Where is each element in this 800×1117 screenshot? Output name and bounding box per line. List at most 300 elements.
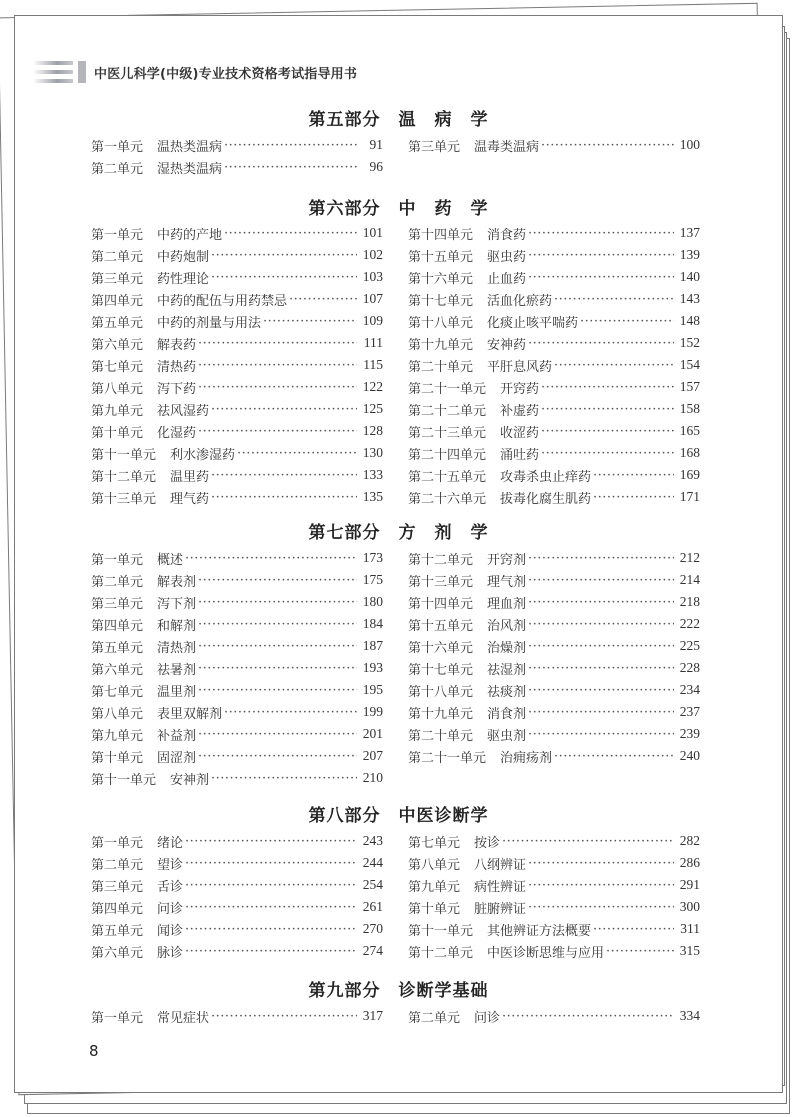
- unit-topic: 望诊: [157, 857, 184, 873]
- unit-label: 第六单元: [91, 337, 144, 353]
- page-ref: 111: [363, 335, 383, 350]
- unit-label: 第二十一单元: [408, 381, 487, 397]
- leader-dots: [528, 617, 674, 632]
- unit-label: 第三单元: [91, 879, 144, 895]
- toc-entry[interactable]: [91, 398, 383, 420]
- unit-label: 第一单元: [91, 1010, 144, 1026]
- toc-entry[interactable]: [408, 376, 700, 398]
- unit-label: 第五单元: [91, 923, 144, 939]
- leader-dots: [289, 292, 357, 307]
- leader-dots: [541, 138, 674, 153]
- toc-entry[interactable]: [91, 486, 383, 508]
- leader-dots: [528, 683, 674, 698]
- toc-entry[interactable]: [91, 222, 383, 244]
- leader-dots: [224, 160, 357, 175]
- unit-label: 第二十一单元: [408, 750, 487, 766]
- page-ref: 225: [679, 638, 700, 653]
- toc-entry[interactable]: [408, 332, 700, 354]
- leader-dots: [528, 727, 674, 742]
- toc-column-right: [408, 222, 700, 508]
- leader-dots: [211, 1009, 357, 1024]
- unit-label: 第十单元: [408, 901, 461, 917]
- leader-dots: [528, 705, 674, 720]
- unit-label: 第十单元: [91, 750, 144, 766]
- toc-entry[interactable]: [91, 376, 383, 398]
- unit-label: 第一单元: [91, 835, 144, 851]
- unit-topic: 温里剂: [157, 684, 197, 700]
- toc-entry[interactable]: [91, 354, 383, 376]
- toc-entry[interactable]: [91, 420, 383, 442]
- leader-dots: [593, 468, 674, 483]
- unit-topic: 驱虫剂: [487, 728, 527, 744]
- unit-label: 第二十单元: [408, 359, 474, 375]
- unit-label: 第十三单元: [91, 491, 157, 507]
- unit-topic: 常见症状: [157, 1010, 210, 1026]
- leader-dots: [263, 314, 357, 329]
- unit-label: 第二单元: [91, 574, 144, 590]
- page-ref: 214: [679, 572, 700, 587]
- unit-topic: 止血药: [487, 271, 527, 287]
- unit-topic: 脏腑辨证: [474, 901, 527, 917]
- toc-entry[interactable]: [91, 635, 383, 657]
- page-ref: 135: [362, 489, 383, 504]
- toc-page: [14, 15, 783, 1093]
- page-ref: 148: [679, 313, 700, 328]
- toc-entry[interactable]: [408, 874, 700, 896]
- page-number: 8: [89, 1042, 99, 1060]
- page-ref: 187: [362, 638, 383, 653]
- toc-entry[interactable]: [408, 222, 700, 244]
- leader-dots: [198, 336, 357, 351]
- toc-entry[interactable]: [408, 896, 700, 918]
- unit-topic: 泻下药: [157, 381, 197, 397]
- toc-entry[interactable]: [91, 767, 383, 789]
- unit-topic: 活血化瘀药: [487, 293, 553, 309]
- unit-topic: 祛痰剂: [487, 684, 527, 700]
- page-ref: 207: [362, 748, 383, 763]
- toc-entry[interactable]: [408, 635, 700, 657]
- toc-entry[interactable]: [408, 244, 700, 266]
- unit-label: 第三单元: [91, 271, 144, 287]
- leader-dots: [198, 661, 357, 676]
- unit-topic: 开窍药: [500, 381, 540, 397]
- page-ref: 158: [679, 401, 700, 416]
- leader-dots: [224, 138, 357, 153]
- unit-topic: 祛暑剂: [157, 662, 197, 678]
- section-title: 第五部分 温 病 学: [308, 110, 489, 130]
- unit-topic: 祛湿剂: [487, 662, 527, 678]
- toc-entry[interactable]: [408, 420, 700, 442]
- leader-dots: [198, 380, 357, 395]
- page-ref: 101: [362, 225, 383, 240]
- page-ref: 154: [679, 357, 700, 372]
- toc-entry[interactable]: [91, 288, 383, 310]
- toc-entry[interactable]: [408, 745, 700, 767]
- unit-label: 第九单元: [91, 728, 144, 744]
- unit-topic: 攻毒杀虫止痒药: [500, 469, 592, 485]
- unit-topic: 补虚药: [500, 403, 540, 419]
- page-ref: 201: [362, 726, 383, 741]
- unit-label: 第十二单元: [91, 469, 157, 485]
- unit-label: 第六单元: [91, 662, 144, 678]
- page-ref: 274: [362, 943, 383, 958]
- leader-dots: [554, 292, 674, 307]
- page-ref: 175: [362, 572, 383, 587]
- page-ref: 109: [362, 313, 383, 328]
- leader-dots: [224, 705, 357, 720]
- toc-entry[interactable]: [408, 266, 700, 288]
- unit-topic: 消食剂: [487, 706, 527, 722]
- unit-label: 第十一单元: [91, 772, 157, 788]
- toc-entry[interactable]: [408, 354, 700, 376]
- page-ref: 152: [679, 335, 700, 350]
- unit-topic: 开窍剂: [487, 552, 527, 568]
- unit-topic: 解表剂: [157, 574, 197, 590]
- toc-entry[interactable]: [91, 464, 383, 486]
- unit-label: 第五单元: [91, 640, 144, 656]
- page-ref: 286: [679, 855, 700, 870]
- unit-topic: 药性理论: [157, 271, 210, 287]
- leader-dots: [185, 551, 357, 566]
- page-ref: 228: [679, 660, 700, 675]
- leader-dots: [541, 446, 674, 461]
- unit-label: 第四单元: [91, 901, 144, 917]
- page-ref: 173: [362, 550, 383, 565]
- page-ref: 139: [679, 247, 700, 262]
- leader-dots: [211, 402, 357, 417]
- unit-label: 第十二单元: [408, 552, 474, 568]
- unit-topic: 治风剂: [487, 618, 527, 634]
- unit-topic: 理气药: [170, 491, 210, 507]
- leader-dots: [185, 878, 357, 893]
- toc-entry[interactable]: [408, 723, 700, 745]
- toc-entry[interactable]: [91, 657, 383, 679]
- unit-label: 第八单元: [408, 857, 461, 873]
- toc-entry[interactable]: [91, 442, 383, 464]
- toc-entry[interactable]: [91, 701, 383, 723]
- unit-label: 第三单元: [91, 596, 144, 612]
- toc-entry[interactable]: [408, 852, 700, 874]
- running-header: [33, 59, 357, 85]
- leader-dots: [593, 490, 674, 505]
- page-ref: 244: [362, 855, 383, 870]
- unit-label: 第九单元: [408, 879, 461, 895]
- leader-dots: [554, 749, 674, 764]
- leader-dots: [528, 573, 674, 588]
- unit-topic: 祛风湿药: [157, 403, 210, 419]
- unit-label: 第十八单元: [408, 315, 474, 331]
- unit-topic: 问诊: [157, 901, 184, 917]
- leader-dots: [541, 380, 674, 395]
- unit-label: 第七单元: [91, 359, 144, 375]
- toc-entry[interactable]: [91, 332, 383, 354]
- toc-entry[interactable]: [408, 464, 700, 486]
- unit-topic: 安神剂: [170, 772, 210, 788]
- leader-dots: [185, 856, 357, 871]
- page-ref: 315: [679, 943, 700, 958]
- page-ref: 243: [362, 833, 383, 848]
- unit-topic: 中医诊断思维与应用: [487, 945, 605, 961]
- unit-label: 第十四单元: [408, 227, 474, 243]
- page-ref: 300: [679, 899, 700, 914]
- leader-dots: [606, 944, 674, 959]
- unit-label: 第十九单元: [408, 337, 474, 353]
- page-ref: 218: [679, 594, 700, 609]
- unit-topic: 理气剂: [487, 574, 527, 590]
- unit-topic: 湿热类温病: [157, 161, 223, 177]
- leader-dots: [541, 424, 674, 439]
- unit-label: 第二十六单元: [408, 491, 487, 507]
- toc-entry[interactable]: [91, 852, 383, 874]
- page-ref: 210: [362, 770, 383, 785]
- toc-entry[interactable]: [91, 723, 383, 745]
- page-ref: 212: [679, 550, 700, 565]
- book-title: 中医儿科学(中级)专业技术资格考试指导用书: [94, 66, 358, 82]
- toc-entry[interactable]: [408, 830, 700, 852]
- unit-label: 第五单元: [91, 315, 144, 331]
- toc-column-left: [91, 1005, 383, 1027]
- unit-label: 第十六单元: [408, 640, 474, 656]
- unit-label: 第一单元: [91, 139, 144, 155]
- toc-entry[interactable]: [408, 442, 700, 464]
- leader-dots: [528, 878, 674, 893]
- toc-entry[interactable]: [408, 486, 700, 508]
- page-ref: 199: [362, 704, 383, 719]
- toc-entry[interactable]: [91, 547, 383, 569]
- page-ref: 171: [679, 489, 700, 504]
- page-ref: 91: [369, 137, 383, 152]
- unit-topic: 和解剂: [157, 618, 197, 634]
- page-ref: 193: [362, 660, 383, 675]
- leader-dots: [593, 922, 674, 937]
- unit-topic: 清热药: [157, 359, 197, 375]
- unit-topic: 舌诊: [157, 879, 184, 895]
- leader-dots: [211, 490, 357, 505]
- unit-topic: 利水渗湿药: [170, 447, 236, 463]
- leader-dots: [198, 358, 357, 373]
- unit-topic: 收涩药: [500, 425, 540, 441]
- toc-entry[interactable]: [91, 156, 383, 178]
- unit-topic: 温毒类温病: [474, 139, 540, 155]
- toc-entry[interactable]: [91, 310, 383, 332]
- leader-dots: [185, 900, 357, 915]
- unit-topic: 涌吐药: [500, 447, 540, 463]
- unit-label: 第二十四单元: [408, 447, 487, 463]
- toc-entry[interactable]: [91, 896, 383, 918]
- unit-label: 第十四单元: [408, 596, 474, 612]
- toc-entry[interactable]: [408, 310, 700, 332]
- unit-topic: 泻下剂: [157, 596, 197, 612]
- unit-topic: 驱虫药: [487, 249, 527, 265]
- toc-entry[interactable]: [91, 1005, 383, 1027]
- unit-label: 第六单元: [91, 945, 144, 961]
- toc-entry[interactable]: [91, 134, 383, 156]
- page-ref: 143: [679, 291, 700, 306]
- toc-column-left: [91, 547, 383, 789]
- leader-dots: [198, 639, 357, 654]
- leader-dots: [528, 661, 674, 676]
- page-ref: 140: [679, 269, 700, 284]
- leader-dots: [198, 727, 357, 742]
- toc-entry[interactable]: [408, 940, 700, 962]
- toc-entry[interactable]: [408, 398, 700, 420]
- page-ref: 180: [362, 594, 383, 609]
- leader-dots: [185, 922, 357, 937]
- section-title: 第六部分 中 药 学: [308, 199, 489, 219]
- toc-entry[interactable]: [91, 940, 383, 962]
- leader-dots: [237, 446, 357, 461]
- unit-label: 第二十单元: [408, 728, 474, 744]
- toc-entry[interactable]: [91, 874, 383, 896]
- toc-entry[interactable]: [408, 569, 700, 591]
- unit-label: 第二单元: [91, 249, 144, 265]
- unit-topic: 闻诊: [157, 923, 184, 939]
- unit-topic: 安神药: [487, 337, 527, 353]
- toc-entry[interactable]: [408, 591, 700, 613]
- page-ref: 261: [362, 899, 383, 914]
- toc-entry[interactable]: [408, 657, 700, 679]
- unit-topic: 问诊: [474, 1010, 501, 1026]
- page-ref: 96: [369, 159, 383, 174]
- leader-dots: [528, 248, 674, 263]
- page-ref: 107: [362, 291, 383, 306]
- toc-entry[interactable]: [91, 244, 383, 266]
- unit-topic: 化湿药: [157, 425, 197, 441]
- unit-label: 第四单元: [91, 293, 144, 309]
- leader-dots: [580, 314, 674, 329]
- unit-topic: 绪论: [157, 835, 184, 851]
- page-ref: 311: [680, 921, 700, 936]
- page-ref: 184: [362, 616, 383, 631]
- page-ref: 169: [679, 467, 700, 482]
- toc-entry[interactable]: [91, 918, 383, 940]
- unit-label: 第十单元: [91, 425, 144, 441]
- unit-label: 第十七单元: [408, 662, 474, 678]
- page-ref: 165: [679, 423, 700, 438]
- page-ref: 195: [362, 682, 383, 697]
- unit-label: 第十六单元: [408, 271, 474, 287]
- leader-dots: [224, 226, 357, 241]
- toc-entry[interactable]: [91, 745, 383, 767]
- page-ref: 128: [362, 423, 383, 438]
- header-block-icon: [78, 61, 86, 83]
- unit-label: 第九单元: [91, 403, 144, 419]
- unit-label: 第二十三单元: [408, 425, 487, 441]
- unit-topic: 温热类温病: [157, 139, 223, 155]
- unit-topic: 清热剂: [157, 640, 197, 656]
- page-ref: 334: [679, 1008, 700, 1023]
- toc-entry[interactable]: [408, 1005, 700, 1027]
- unit-label: 第二十五单元: [408, 469, 487, 485]
- leader-dots: [185, 944, 357, 959]
- unit-label: 第八单元: [91, 706, 144, 722]
- unit-topic: 中药的产地: [157, 227, 223, 243]
- unit-topic: 平肝息风药: [487, 359, 553, 375]
- unit-topic: 消食药: [487, 227, 527, 243]
- unit-label: 第十二单元: [408, 945, 474, 961]
- page-ref: 317: [362, 1008, 383, 1023]
- toc-entry[interactable]: [91, 613, 383, 635]
- leader-dots: [554, 358, 674, 373]
- toc-entry[interactable]: [408, 134, 700, 156]
- leader-dots: [211, 270, 357, 285]
- unit-topic: 八纲辨证: [474, 857, 527, 873]
- unit-topic: 固涩剂: [157, 750, 197, 766]
- page-ref: 270: [362, 921, 383, 936]
- unit-topic: 解表药: [157, 337, 197, 353]
- section-title: 第九部分 诊断学基础: [308, 981, 489, 1001]
- toc-column-right: [408, 547, 700, 767]
- unit-label: 第十七单元: [408, 293, 474, 309]
- unit-topic: 病性辨证: [474, 879, 527, 895]
- leader-dots: [528, 900, 674, 915]
- page-ref: 254: [362, 877, 383, 892]
- unit-topic: 治痈疡剂: [500, 750, 553, 766]
- toc-column-left: [91, 134, 383, 178]
- page-ref: 115: [363, 357, 383, 372]
- toc-column-left: [91, 222, 383, 508]
- toc-entry[interactable]: [408, 679, 700, 701]
- unit-label: 第七单元: [91, 684, 144, 700]
- unit-label: 第八单元: [91, 381, 144, 397]
- unit-topic: 表里双解剂: [157, 706, 223, 722]
- leader-dots: [198, 573, 357, 588]
- page-ref: 168: [679, 445, 700, 460]
- toc-entry[interactable]: [91, 569, 383, 591]
- page-ref: 100: [679, 137, 700, 152]
- leader-dots: [211, 771, 357, 786]
- leader-dots: [528, 226, 674, 241]
- toc-entry[interactable]: [91, 591, 383, 613]
- unit-topic: 中药炮制: [157, 249, 210, 265]
- toc-column-right: [408, 1005, 700, 1027]
- toc-column-left: [91, 830, 383, 962]
- toc-entry[interactable]: [91, 679, 383, 701]
- toc-entry[interactable]: [408, 918, 700, 940]
- leader-dots: [528, 595, 674, 610]
- unit-topic: 化痰止咳平喘药: [487, 315, 579, 331]
- toc-entry[interactable]: [408, 547, 700, 569]
- unit-label: 第十三单元: [408, 574, 474, 590]
- page-ref: 122: [362, 379, 383, 394]
- leader-dots: [198, 595, 357, 610]
- unit-label: 第二单元: [91, 857, 144, 873]
- leader-dots: [541, 402, 674, 417]
- toc-column-right: [408, 830, 700, 962]
- leader-dots: [528, 551, 674, 566]
- toc-entry[interactable]: [408, 613, 700, 635]
- page-ref: 125: [362, 401, 383, 416]
- unit-label: 第十五单元: [408, 249, 474, 265]
- unit-label: 第十八单元: [408, 684, 474, 700]
- unit-label: 第四单元: [91, 618, 144, 634]
- toc-entry[interactable]: [91, 830, 383, 852]
- unit-label: 第三单元: [408, 139, 461, 155]
- leader-dots: [502, 834, 674, 849]
- unit-topic: 脉诊: [157, 945, 184, 961]
- toc-entry[interactable]: [408, 701, 700, 723]
- page-ref: 157: [679, 379, 700, 394]
- toc-entry[interactable]: [91, 266, 383, 288]
- leader-dots: [528, 639, 674, 654]
- page-ref: 137: [679, 225, 700, 240]
- header-stripes-icon: [33, 61, 73, 83]
- leader-dots: [185, 834, 357, 849]
- unit-topic: 拔毒化腐生肌药: [500, 491, 592, 507]
- toc-entry[interactable]: [408, 288, 700, 310]
- unit-topic: 温里药: [170, 469, 210, 485]
- unit-label: 第十一单元: [408, 923, 474, 939]
